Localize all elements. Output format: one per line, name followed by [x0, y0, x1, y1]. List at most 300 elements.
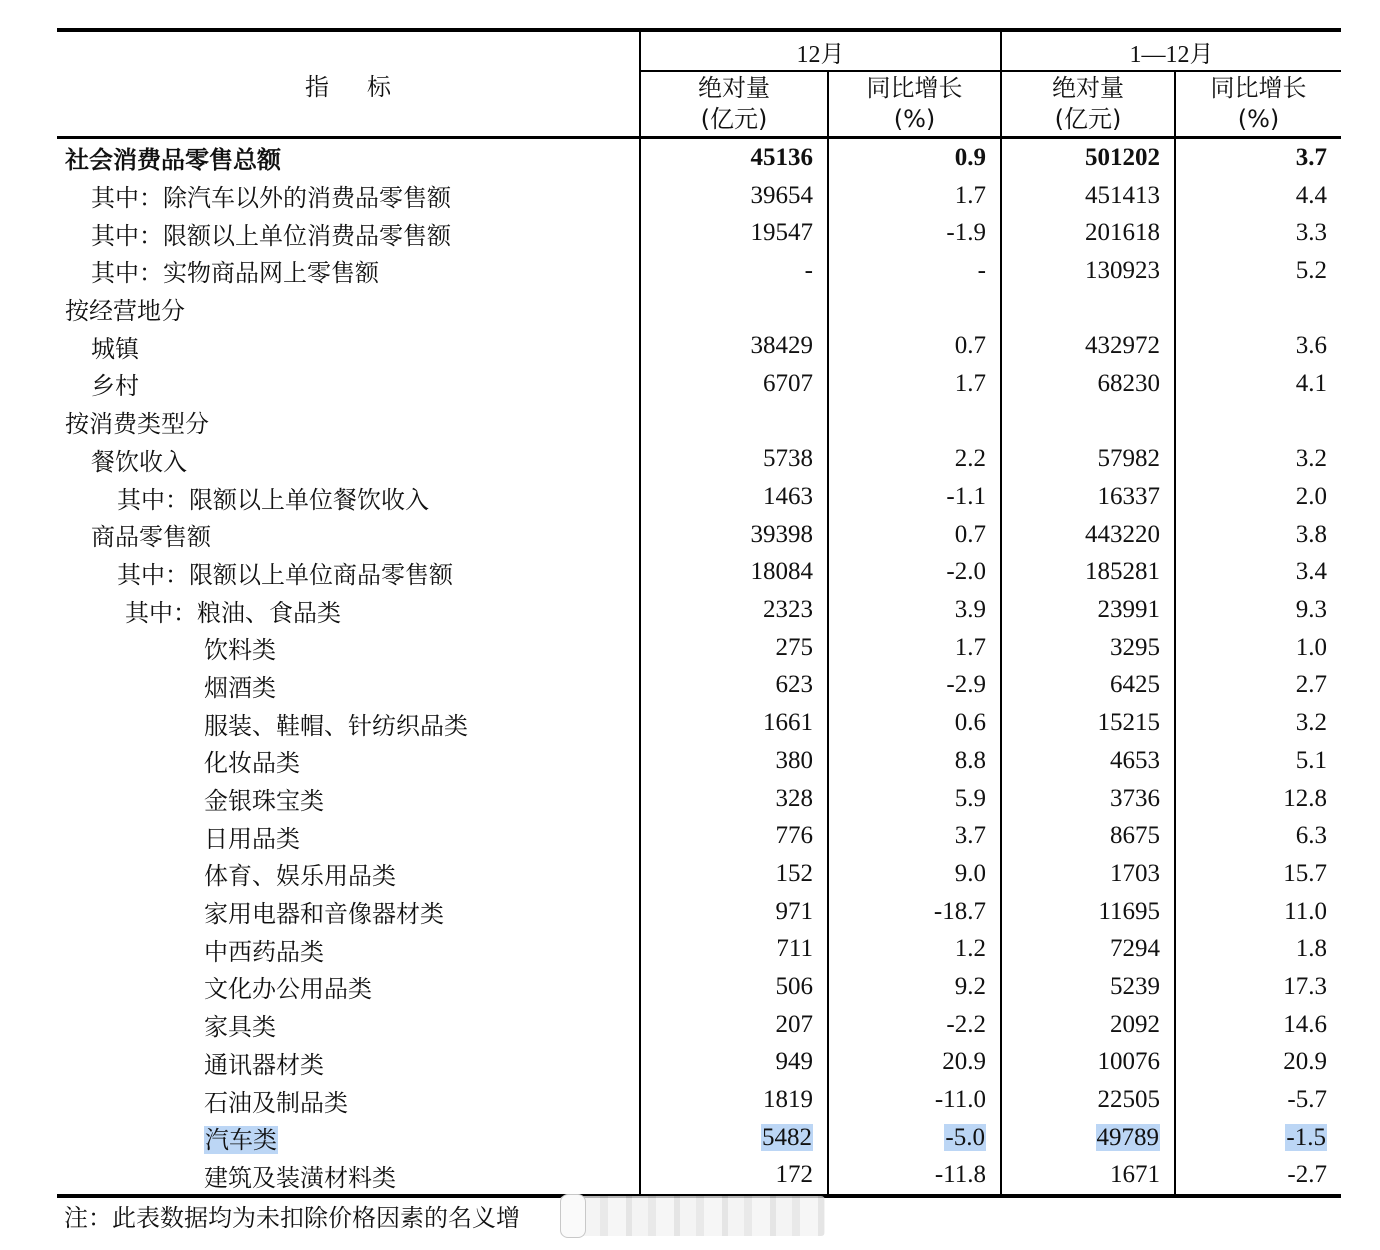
cell-ytd-abs [1001, 478, 1175, 516]
table-row [57, 1157, 1341, 1197]
cell-ytd-abs [1001, 667, 1175, 705]
cell-value: 623 [775, 671, 813, 699]
cell-ytd-abs [1001, 742, 1175, 780]
cell-value: 971 [775, 897, 813, 925]
cell-dec-yoy [828, 138, 1001, 177]
row-label: 饮料类 [204, 636, 276, 665]
row-label-cell [57, 1044, 640, 1082]
cell-value: 17.3 [1283, 972, 1327, 1000]
cell-ytd-yoy [1175, 1119, 1341, 1157]
cell-value: -11.8 [934, 1161, 986, 1189]
table-row [57, 893, 1341, 931]
cell-value: 328 [775, 784, 813, 812]
subcol-name: 同比增长 [866, 74, 963, 102]
cell-ytd-yoy [1175, 855, 1341, 893]
row-label: 日用品类 [204, 824, 300, 853]
table-row [57, 817, 1341, 855]
cell-dec-yoy [828, 1157, 1001, 1197]
cell-value: 5.2 [1295, 256, 1327, 284]
cell-value: 443220 [1085, 520, 1160, 548]
row-label: 石油及制品类 [204, 1088, 348, 1117]
cell-value: 20.9 [1283, 1048, 1327, 1076]
row-label-cell [57, 441, 640, 479]
cell-dec-abs [640, 930, 828, 968]
cell-value: 2.7 [1295, 671, 1327, 699]
cell-dec-abs [640, 1006, 828, 1044]
row-label-cell [57, 478, 640, 516]
row-label: 其中：实物商品网上零售额 [91, 259, 379, 288]
row-label: 化妆品类 [204, 749, 300, 778]
row-label: 家具类 [204, 1013, 276, 1042]
cell-value: 1703 [1110, 859, 1160, 887]
row-label: 建筑及装潢材料类 [204, 1163, 396, 1192]
cell-value: 2.0 [1295, 483, 1327, 511]
cell-value: -5.0 [945, 1123, 985, 1151]
cell-ytd-yoy [1175, 629, 1341, 667]
cell-value: 275 [775, 633, 813, 661]
cell-dec-abs [640, 1157, 828, 1197]
row-label-cell [57, 1006, 640, 1044]
cell-value: 57982 [1097, 445, 1160, 473]
cell-dec-abs [640, 554, 828, 592]
cell-value: 1671 [1110, 1161, 1160, 1189]
table-row [57, 365, 1341, 403]
subcol-unit: (%) [893, 105, 936, 133]
subcol-header-dec-yoy [828, 71, 1001, 138]
cell-value: 15.7 [1283, 859, 1327, 887]
cell-dec-abs [640, 138, 828, 177]
row-label: 城镇 [91, 334, 139, 363]
row-label-cell [57, 554, 640, 592]
cell-value: 3.3 [1295, 219, 1327, 247]
row-label: 其中：限额以上单位餐饮收入 [117, 485, 429, 514]
cell-value: 6.3 [1295, 822, 1327, 850]
cell-value: 3.4 [1295, 558, 1327, 586]
cell-value: 3.8 [1295, 520, 1327, 548]
cell-ytd-yoy [1175, 1006, 1341, 1044]
cell-ytd-abs [1001, 1157, 1175, 1197]
cell-ytd-abs [1001, 441, 1175, 479]
cell-value: 20.9 [942, 1048, 986, 1076]
row-label-cell [57, 591, 640, 629]
cell-ytd-abs [1001, 403, 1175, 441]
cell-value: 1661 [763, 709, 813, 737]
cell-dec-yoy [828, 177, 1001, 215]
cell-value: 2092 [1110, 1010, 1160, 1038]
row-label-cell [57, 930, 640, 968]
cell-dec-yoy [828, 930, 1001, 968]
cell-dec-abs [640, 365, 828, 403]
cell-dec-yoy [828, 365, 1001, 403]
cell-value: -2.7 [1287, 1161, 1327, 1189]
cell-ytd-yoy [1175, 1157, 1341, 1197]
cell-ytd-yoy [1175, 478, 1341, 516]
cell-dec-abs [640, 968, 828, 1006]
cell-ytd-abs [1001, 893, 1175, 931]
subcol-header-ytd-abs [1001, 71, 1175, 138]
cell-value: -2.9 [946, 671, 986, 699]
cell-dec-yoy [828, 855, 1001, 893]
blurred-watermark [560, 1196, 825, 1236]
cell-value: -18.7 [933, 897, 986, 925]
row-label-cell [57, 968, 640, 1006]
cell-ytd-abs [1001, 214, 1175, 252]
cell-dec-abs [640, 893, 828, 931]
cell-ytd-abs [1001, 327, 1175, 365]
cell-ytd-abs [1001, 290, 1175, 328]
cell-value: 5.1 [1295, 746, 1327, 774]
table-row [57, 1006, 1341, 1044]
cell-dec-yoy [828, 591, 1001, 629]
cell-dec-yoy [828, 742, 1001, 780]
table-row [57, 930, 1341, 968]
cell-ytd-yoy [1175, 365, 1341, 403]
cell-ytd-yoy [1175, 742, 1341, 780]
cell-value: 207 [775, 1010, 813, 1038]
cell-value: 1.7 [954, 181, 986, 209]
cell-value: -1.5 [1286, 1123, 1326, 1151]
cell-value: 9.3 [1295, 596, 1327, 624]
cell-value: 3.7 [1295, 143, 1327, 171]
watermark-bracket-icon [560, 1194, 586, 1238]
cell-dec-abs [640, 817, 828, 855]
cell-value: 506 [775, 972, 813, 1000]
row-label-cell [57, 629, 640, 667]
subcol-unit: (亿元) [1054, 105, 1122, 133]
table-row [57, 252, 1341, 290]
cell-ytd-yoy [1175, 516, 1341, 554]
cell-value: - [977, 256, 986, 284]
cell-dec-abs [640, 290, 828, 328]
cell-dec-abs [640, 742, 828, 780]
cell-value: 39654 [750, 181, 813, 209]
cell-dec-abs [640, 478, 828, 516]
subcol-name: 绝对量 [698, 74, 770, 102]
cell-value: 8675 [1110, 822, 1160, 850]
row-label-cell [57, 138, 640, 177]
cell-ytd-abs [1001, 968, 1175, 1006]
cell-value: 39398 [750, 520, 813, 548]
row-label-cell [57, 403, 640, 441]
cell-value: 501202 [1085, 143, 1160, 171]
cell-ytd-abs [1001, 365, 1175, 403]
table-row [57, 1119, 1341, 1157]
row-label-cell [57, 855, 640, 893]
group-header-jan-dec: 1—12月 [1001, 30, 1341, 71]
row-label: 体育、娱乐用品类 [204, 862, 396, 891]
cell-dec-abs [640, 629, 828, 667]
cell-dec-yoy [828, 214, 1001, 252]
cell-dec-yoy [828, 893, 1001, 931]
table-body [57, 138, 1341, 1197]
cell-dec-abs [640, 327, 828, 365]
cell-value: 3.2 [1295, 445, 1327, 473]
cell-dec-abs [640, 516, 828, 554]
cell-ytd-yoy [1175, 780, 1341, 818]
cell-dec-yoy [828, 290, 1001, 328]
cell-value: 15215 [1097, 709, 1160, 737]
table-row [57, 441, 1341, 479]
cell-dec-abs [640, 252, 828, 290]
cell-value: -11.0 [934, 1086, 986, 1114]
cell-value: 4.1 [1295, 369, 1327, 397]
row-label-cell [57, 252, 640, 290]
cell-value: -2.2 [946, 1010, 986, 1038]
row-label: 其中：除汽车以外的消费品零售额 [91, 184, 451, 213]
row-label-cell [57, 214, 640, 252]
cell-dec-yoy [828, 516, 1001, 554]
row-label: 文化办公用品类 [204, 975, 372, 1004]
cell-dec-yoy [828, 667, 1001, 705]
row-label: 服装、鞋帽、针纺织品类 [204, 711, 468, 740]
retail-sales-table [57, 28, 1341, 1198]
header-row-groups [57, 30, 1341, 71]
row-label-cell [57, 667, 640, 705]
cell-value: 49789 [1096, 1123, 1159, 1151]
cell-value: 11695 [1098, 897, 1160, 925]
table-row [57, 403, 1341, 441]
table-row [57, 290, 1341, 328]
cell-value: 776 [775, 822, 813, 850]
row-label-cell [57, 704, 640, 742]
cell-value: 432972 [1085, 332, 1160, 360]
cell-ytd-abs [1001, 252, 1175, 290]
cell-value: 5738 [763, 445, 813, 473]
table-row [57, 855, 1341, 893]
cell-value: 23991 [1097, 596, 1160, 624]
cell-value: 5.9 [954, 784, 986, 812]
cell-value: 7294 [1110, 935, 1160, 963]
cell-value: 8.8 [954, 746, 986, 774]
cell-dec-yoy [828, 441, 1001, 479]
row-label: 金银珠宝类 [204, 787, 324, 816]
cell-ytd-yoy [1175, 1044, 1341, 1082]
row-label: 按经营地分 [65, 297, 185, 326]
cell-value: 0.9 [954, 143, 986, 171]
retail-sales-table-container [57, 28, 1341, 1198]
cell-dec-abs [640, 1081, 828, 1119]
table-row [57, 591, 1341, 629]
row-label: 餐饮收入 [91, 447, 187, 476]
row-label-cell [57, 516, 640, 554]
row-label-cell [57, 817, 640, 855]
cell-ytd-abs [1001, 177, 1175, 215]
table-row [57, 742, 1341, 780]
cell-ytd-abs [1001, 704, 1175, 742]
row-label: 烟酒类 [204, 673, 276, 702]
cell-dec-yoy [828, 1044, 1001, 1082]
cell-value: -1.1 [946, 483, 986, 511]
cell-value: 5239 [1110, 972, 1160, 1000]
cell-value: -1.9 [946, 219, 986, 247]
cell-dec-abs [640, 667, 828, 705]
cell-value: 11.0 [1284, 897, 1327, 925]
cell-value: 130923 [1085, 256, 1160, 284]
cell-dec-abs [640, 1119, 828, 1157]
cell-dec-yoy [828, 252, 1001, 290]
row-label-cell [57, 327, 640, 365]
row-label: 按消费类型分 [65, 410, 209, 439]
row-label: 乡村 [91, 372, 139, 401]
cell-ytd-yoy [1175, 290, 1341, 328]
cell-ytd-abs [1001, 1006, 1175, 1044]
cell-ytd-yoy [1175, 817, 1341, 855]
cell-value: 1463 [763, 483, 813, 511]
cell-value: 19547 [750, 219, 813, 247]
cell-value: 0.7 [954, 332, 986, 360]
table-row [57, 1081, 1341, 1119]
cell-ytd-abs [1001, 1081, 1175, 1119]
row-label-cell [57, 893, 640, 931]
cell-dec-yoy [828, 554, 1001, 592]
cell-ytd-yoy [1175, 327, 1341, 365]
cell-value: 0.6 [954, 709, 986, 737]
row-label: 其中：限额以上单位商品零售额 [117, 560, 453, 589]
cell-dec-abs [640, 403, 828, 441]
cell-value: 12.8 [1283, 784, 1327, 812]
cell-ytd-abs [1001, 138, 1175, 177]
table-row [57, 138, 1341, 177]
footnote: 注：此表数据均为未扣除价格因素的名义增 [64, 1204, 520, 1232]
cell-ytd-yoy [1175, 968, 1341, 1006]
cell-ytd-yoy [1175, 252, 1341, 290]
cell-ytd-abs [1001, 780, 1175, 818]
cell-dec-yoy [828, 1081, 1001, 1119]
cell-value: 711 [776, 935, 813, 963]
cell-ytd-yoy [1175, 554, 1341, 592]
cell-ytd-yoy [1175, 591, 1341, 629]
row-label: 汽车类 [205, 1126, 277, 1155]
cell-dec-abs [640, 214, 828, 252]
cell-value: 68230 [1097, 369, 1160, 397]
row-label-cell [57, 742, 640, 780]
cell-ytd-abs [1001, 629, 1175, 667]
row-label: 社会消费品零售总额 [65, 146, 281, 175]
table-row [57, 516, 1341, 554]
row-label-cell [57, 1119, 640, 1157]
cell-dec-abs [640, 704, 828, 742]
cell-value: 4653 [1110, 746, 1160, 774]
cell-value: 201618 [1085, 219, 1160, 247]
cell-value: 6425 [1110, 671, 1160, 699]
cell-dec-abs [640, 780, 828, 818]
table-row [57, 704, 1341, 742]
row-label: 其中：粮油、食品类 [125, 598, 341, 627]
cell-value: 949 [775, 1048, 813, 1076]
row-label: 家用电器和音像器材类 [204, 900, 444, 929]
cell-ytd-abs [1001, 817, 1175, 855]
cell-value: 380 [775, 746, 813, 774]
table-row [57, 478, 1341, 516]
cell-ytd-abs [1001, 554, 1175, 592]
cell-ytd-yoy [1175, 138, 1341, 177]
subcol-name: 同比增长 [1210, 74, 1307, 102]
cell-ytd-abs [1001, 855, 1175, 893]
row-label-cell [57, 1157, 640, 1197]
cell-ytd-yoy [1175, 177, 1341, 215]
row-label: 中西药品类 [204, 937, 324, 966]
cell-ytd-yoy [1175, 441, 1341, 479]
cell-ytd-yoy [1175, 214, 1341, 252]
cell-value: 3.7 [954, 822, 986, 850]
table-row [57, 780, 1341, 818]
row-label: 通讯器材类 [204, 1050, 324, 1079]
table-row [57, 667, 1341, 705]
cell-value: 1.7 [954, 369, 986, 397]
cell-dec-yoy [828, 478, 1001, 516]
cell-dec-yoy [828, 327, 1001, 365]
cell-value: 185281 [1085, 558, 1160, 586]
cell-value: -5.7 [1287, 1086, 1327, 1114]
cell-value: 22505 [1097, 1086, 1160, 1114]
subcol-unit: (亿元) [700, 105, 768, 133]
cell-value: 5482 [762, 1123, 812, 1151]
cell-ytd-yoy [1175, 667, 1341, 705]
cell-value: 2323 [763, 596, 813, 624]
subcol-header-ytd-yoy [1175, 71, 1341, 138]
table-row [57, 629, 1341, 667]
cell-value: -2.0 [946, 558, 986, 586]
cell-value: 0.7 [954, 520, 986, 548]
cell-value: 9.0 [954, 859, 986, 887]
subcol-unit: (%) [1237, 105, 1280, 133]
cell-value: 6707 [763, 369, 813, 397]
cell-ytd-yoy [1175, 1081, 1341, 1119]
cell-dec-abs [640, 855, 828, 893]
cell-value: 3295 [1110, 633, 1160, 661]
cell-value: 2.2 [954, 445, 986, 473]
cell-value: 1.8 [1295, 935, 1327, 963]
cell-value: 45136 [750, 143, 813, 171]
cell-dec-abs [640, 591, 828, 629]
cell-ytd-abs [1001, 591, 1175, 629]
cell-dec-yoy [828, 780, 1001, 818]
indicator-header-char-2: 标 [367, 72, 391, 101]
subcol-name: 绝对量 [1052, 74, 1124, 102]
cell-value: 38429 [750, 332, 813, 360]
cell-ytd-yoy [1175, 704, 1341, 742]
cell-value: 1.2 [954, 935, 986, 963]
cell-dec-abs [640, 1044, 828, 1082]
cell-ytd-abs [1001, 1119, 1175, 1157]
row-label-cell [57, 177, 640, 215]
cell-value: 3.9 [954, 596, 986, 624]
group-header-december: 12月 [640, 30, 1001, 71]
cell-value: 1819 [763, 1086, 813, 1114]
cell-value: 14.6 [1283, 1010, 1327, 1038]
cell-dec-yoy [828, 817, 1001, 855]
indicator-header-char-1: 指 [305, 72, 329, 101]
cell-ytd-abs [1001, 930, 1175, 968]
cell-dec-yoy [828, 403, 1001, 441]
cell-value: 3.6 [1295, 332, 1327, 360]
cell-dec-yoy [828, 968, 1001, 1006]
cell-ytd-abs [1001, 1044, 1175, 1082]
row-label: 其中：限额以上单位消费品零售额 [91, 221, 451, 250]
cell-dec-yoy [828, 1119, 1001, 1157]
cell-dec-yoy [828, 704, 1001, 742]
cell-ytd-yoy [1175, 893, 1341, 931]
cell-dec-yoy [828, 1006, 1001, 1044]
row-label-cell [57, 780, 640, 818]
cell-value: 18084 [750, 558, 813, 586]
cell-value: 172 [775, 1161, 813, 1189]
cell-ytd-yoy [1175, 930, 1341, 968]
table-row [57, 177, 1341, 215]
cell-dec-yoy [828, 629, 1001, 667]
cell-value: 1.0 [1295, 633, 1327, 661]
row-label: 商品零售额 [91, 523, 211, 552]
